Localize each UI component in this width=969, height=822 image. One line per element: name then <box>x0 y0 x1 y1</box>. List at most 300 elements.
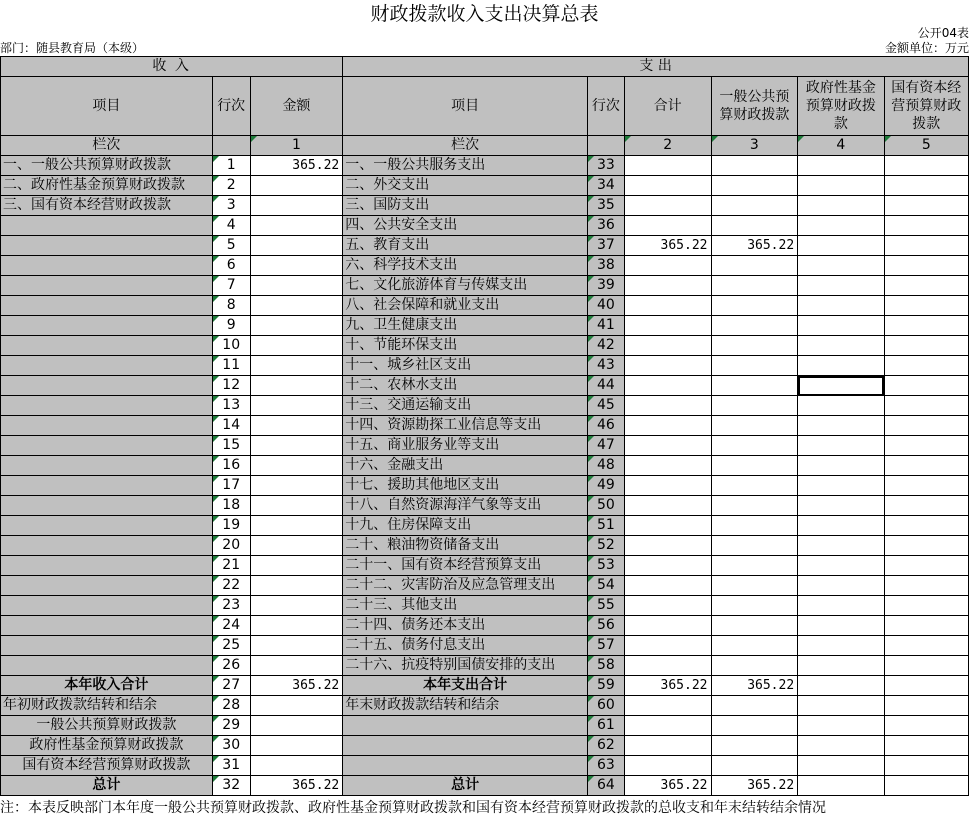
col-blank-expense <box>587 136 624 156</box>
expense-total-cell[interactable] <box>624 356 711 376</box>
expense-total-cell[interactable] <box>624 416 711 436</box>
expense-item-cell: 十六、金融支出 <box>343 456 588 476</box>
income-amount-cell[interactable] <box>250 296 343 316</box>
expense-item-cell: 十四、资源勘探工业信息等支出 <box>343 416 588 436</box>
state-capital-cell[interactable] <box>884 356 968 376</box>
table-row <box>1 156 969 176</box>
table-row <box>1 516 969 536</box>
expense-total-cell[interactable] <box>624 256 711 276</box>
gov-fund-cell[interactable] <box>798 396 884 416</box>
expense-total-cell[interactable] <box>624 496 711 516</box>
income-line-cell: 28 <box>212 696 250 716</box>
income-amount-cell[interactable] <box>250 576 343 596</box>
gov-fund-cell[interactable] <box>798 436 884 456</box>
expense-line-cell: 62 <box>587 736 624 756</box>
income-item-cell <box>1 556 213 576</box>
gov-fund-cell[interactable] <box>798 676 884 696</box>
table-row <box>1 356 969 376</box>
gen-budget-cell[interactable] <box>711 716 798 736</box>
footnote: 注：本表反映部门本年度一般公共预算财政拨款、政府性基金预算财政拨款和国有资本经营预算财政拨款的总收支和年末结转结余情况 <box>0 800 826 816</box>
gen-budget-cell[interactable] <box>711 416 798 436</box>
income-line-cell: 29 <box>212 716 250 736</box>
table-row <box>1 596 969 616</box>
gov-fund-cell[interactable] <box>798 176 884 196</box>
expense-line-cell: 47 <box>587 436 624 456</box>
income-item-cell <box>1 216 213 236</box>
income-amount-cell[interactable] <box>250 736 343 756</box>
gov-fund-cell[interactable] <box>798 296 884 316</box>
income-line-cell: 22 <box>212 576 250 596</box>
expense-item-cell: 二十一、国有资本经营预算支出 <box>343 556 588 576</box>
gov-fund-cell[interactable] <box>798 276 884 296</box>
income-amount-cell[interactable] <box>250 456 343 476</box>
income-item-cell: 一般公共预算财政拨款 <box>1 716 213 736</box>
expense-total-cell[interactable] <box>624 476 711 496</box>
expense-item-cell: 二十三、其他支出 <box>343 596 588 616</box>
income-amount-cell[interactable] <box>250 256 343 276</box>
gen-budget-cell[interactable] <box>711 216 798 236</box>
gen-budget-cell[interactable] <box>711 316 798 336</box>
expense-item-cell <box>343 756 588 776</box>
gen-budget-cell[interactable]: 365.22 <box>711 236 798 256</box>
expense-item-cell: 十九、住房保障支出 <box>343 516 588 536</box>
income-item-cell <box>1 576 213 596</box>
gov-fund-header: 政府性基金预算财政拨款 <box>798 77 884 136</box>
income-line-cell: 2 <box>212 176 250 196</box>
expense-total-cell[interactable] <box>624 656 711 676</box>
income-item-cell: 国有资本经营预算财政拨款 <box>1 756 213 776</box>
expense-line-header: 行次 <box>587 77 624 136</box>
expense-total-cell[interactable] <box>624 396 711 416</box>
expense-total-cell[interactable] <box>624 636 711 656</box>
income-item-cell <box>1 396 213 416</box>
expense-item-cell: 总计 <box>343 776 588 796</box>
state-capital-cell[interactable] <box>884 216 968 236</box>
section-header-row <box>1 57 969 77</box>
gov-fund-cell[interactable] <box>798 656 884 676</box>
income-line-cell: 3 <box>212 196 250 216</box>
gov-fund-cell[interactable] <box>798 776 884 796</box>
state-capital-cell[interactable] <box>884 196 968 216</box>
gen-budget-cell[interactable] <box>711 196 798 216</box>
expense-total-cell[interactable] <box>624 576 711 596</box>
expense-item-cell: 二十、粮油物资储备支出 <box>343 536 588 556</box>
col-index-2: 2 <box>624 136 711 156</box>
gov-fund-cell[interactable] <box>798 256 884 276</box>
income-amount-cell[interactable] <box>250 556 343 576</box>
state-capital-cell[interactable] <box>884 236 968 256</box>
income-line-cell: 9 <box>212 316 250 336</box>
income-item-cell <box>1 496 213 516</box>
gov-fund-cell[interactable] <box>798 496 884 516</box>
table-row <box>1 496 969 516</box>
expense-line-cell: 46 <box>587 416 624 436</box>
gen-budget-cell[interactable] <box>711 456 798 476</box>
income-line-cell: 27 <box>212 676 250 696</box>
expense-line-cell: 38 <box>587 256 624 276</box>
table-row <box>1 636 969 656</box>
income-line-cell: 21 <box>212 556 250 576</box>
state-capital-cell[interactable] <box>884 596 968 616</box>
expense-total-cell[interactable] <box>624 196 711 216</box>
gen-budget-cell[interactable] <box>711 576 798 596</box>
gen-budget-cell[interactable]: 365.22 <box>711 676 798 696</box>
state-capital-cell[interactable] <box>884 776 968 796</box>
state-capital-cell[interactable] <box>884 336 968 356</box>
gen-budget-cell[interactable] <box>711 396 798 416</box>
table-row <box>1 716 969 736</box>
expense-line-cell: 63 <box>587 756 624 776</box>
department-label: 部门：随县教育局（本级） <box>0 41 145 55</box>
gen-budget-cell[interactable] <box>711 476 798 496</box>
expense-total-cell[interactable] <box>624 696 711 716</box>
expense-line-cell: 50 <box>587 496 624 516</box>
income-amount-cell[interactable] <box>250 536 343 556</box>
income-line-cell: 8 <box>212 296 250 316</box>
expense-item-cell: 二、外交支出 <box>343 176 588 196</box>
income-amount-cell[interactable]: 365.22 <box>250 156 343 176</box>
income-line-cell: 30 <box>212 736 250 756</box>
table-row <box>1 556 969 576</box>
gen-budget-cell[interactable] <box>711 376 798 396</box>
state-capital-cell[interactable] <box>884 396 968 416</box>
expense-total-cell[interactable] <box>624 316 711 336</box>
expense-section-header: 支 出 <box>343 57 969 77</box>
expense-total-cell[interactable] <box>624 296 711 316</box>
expense-total-cell[interactable] <box>624 516 711 536</box>
gen-budget-cell[interactable] <box>711 156 798 176</box>
expense-item-cell: 六、科学技术支出 <box>343 256 588 276</box>
gov-fund-cell[interactable] <box>798 316 884 336</box>
income-amount-cell[interactable] <box>250 236 343 256</box>
income-amount-cell[interactable] <box>250 276 343 296</box>
state-capital-cell[interactable] <box>884 536 968 556</box>
income-amount-cell[interactable] <box>250 316 343 336</box>
income-amount-cell[interactable] <box>250 496 343 516</box>
col-index-1: 1 <box>250 136 343 156</box>
table-row <box>1 436 969 456</box>
gov-fund-cell[interactable] <box>798 636 884 656</box>
income-item-cell: 年初财政拨款结转和结余 <box>1 696 213 716</box>
income-amount-cell[interactable] <box>250 596 343 616</box>
state-capital-cell[interactable] <box>884 376 968 396</box>
gen-budget-cell[interactable] <box>711 696 798 716</box>
table-row <box>1 696 969 716</box>
income-amount-cell[interactable] <box>250 176 343 196</box>
income-item-cell: 一、一般公共预算财政拨款 <box>1 156 213 176</box>
table-row <box>1 276 969 296</box>
income-item-cell: 三、国有资本经营财政拨款 <box>1 196 213 216</box>
income-line-cell: 6 <box>212 256 250 276</box>
state-capital-cell[interactable] <box>884 516 968 536</box>
gen-budget-cell[interactable] <box>711 636 798 656</box>
expense-total-cell[interactable]: 365.22 <box>624 236 711 256</box>
income-amount-cell[interactable] <box>250 636 343 656</box>
state-capital-cell[interactable] <box>884 476 968 496</box>
expense-total-cell[interactable] <box>624 216 711 236</box>
form-number: 公开04表 <box>917 26 969 40</box>
income-item-cell <box>1 296 213 316</box>
income-amount-cell[interactable] <box>250 656 343 676</box>
income-item-cell <box>1 356 213 376</box>
expense-total-cell[interactable] <box>624 456 711 476</box>
income-amount-cell[interactable] <box>250 436 343 456</box>
expense-total-cell[interactable] <box>624 336 711 356</box>
expense-line-cell: 55 <box>587 596 624 616</box>
income-amount-cell[interactable]: 365.22 <box>250 676 343 696</box>
income-amount-cell[interactable] <box>250 196 343 216</box>
gen-budget-cell[interactable] <box>711 516 798 536</box>
state-capital-cell[interactable] <box>884 456 968 476</box>
income-item-cell <box>1 596 213 616</box>
expense-line-cell: 43 <box>587 356 624 376</box>
expense-item-cell: 十八、自然资源海洋气象等支出 <box>343 496 588 516</box>
income-item-cell <box>1 336 213 356</box>
state-capital-cell[interactable] <box>884 736 968 756</box>
income-item-cell <box>1 236 213 256</box>
gen-budget-cell[interactable] <box>711 656 798 676</box>
income-amount-cell[interactable]: 365.22 <box>250 776 343 796</box>
state-capital-header: 国有资本经营预算财政拨款 <box>884 77 968 136</box>
table-row <box>1 216 969 236</box>
income-item-cell <box>1 436 213 456</box>
state-capital-cell[interactable] <box>884 676 968 696</box>
gov-fund-cell[interactable] <box>798 236 884 256</box>
expense-total-cell[interactable] <box>624 716 711 736</box>
expense-line-cell: 58 <box>587 656 624 676</box>
income-amount-cell[interactable] <box>250 336 343 356</box>
state-capital-cell[interactable] <box>884 276 968 296</box>
table-row <box>1 176 969 196</box>
income-item-cell <box>1 256 213 276</box>
expense-total-cell[interactable] <box>624 736 711 756</box>
expense-total-cell[interactable] <box>624 536 711 556</box>
income-line-cell: 31 <box>212 756 250 776</box>
state-capital-cell[interactable] <box>884 656 968 676</box>
income-item-cell <box>1 416 213 436</box>
expense-total-cell[interactable] <box>624 756 711 776</box>
expense-total-cell[interactable] <box>624 276 711 296</box>
expense-total-cell[interactable]: 365.22 <box>624 776 711 796</box>
state-capital-cell[interactable] <box>884 416 968 436</box>
income-item-cell: 总计 <box>1 776 213 796</box>
column-index-row <box>1 136 969 156</box>
income-item-cell <box>1 636 213 656</box>
expense-item-cell: 二十二、灾害防治及应急管理支出 <box>343 576 588 596</box>
gov-fund-cell[interactable] <box>798 616 884 636</box>
expense-total-cell[interactable] <box>624 596 711 616</box>
table-row <box>1 316 969 336</box>
state-capital-cell[interactable] <box>884 756 968 776</box>
unit-label: 金额单位：万元 <box>884 41 969 55</box>
income-amount-cell[interactable] <box>250 216 343 236</box>
col-label-expense: 栏次 <box>343 136 588 156</box>
income-amount-cell[interactable] <box>250 476 343 496</box>
expense-item-cell: 一、一般公共服务支出 <box>343 156 588 176</box>
income-line-cell: 17 <box>212 476 250 496</box>
expense-item-cell: 四、公共安全支出 <box>343 216 588 236</box>
state-capital-cell[interactable] <box>884 496 968 516</box>
state-capital-cell[interactable] <box>884 316 968 336</box>
table-row <box>1 736 969 756</box>
expense-item-cell: 二十六、抗疫特别国债安排的支出 <box>343 656 588 676</box>
expense-line-cell: 48 <box>587 456 624 476</box>
state-capital-cell[interactable] <box>884 616 968 636</box>
income-item-header: 项目 <box>1 77 213 136</box>
gen-budget-cell[interactable] <box>711 596 798 616</box>
col-label: 栏次 <box>1 136 213 156</box>
income-line-cell: 4 <box>212 216 250 236</box>
gen-budget-cell[interactable] <box>711 436 798 456</box>
expense-item-cell: 五、教育支出 <box>343 236 588 256</box>
income-amount-cell[interactable] <box>250 416 343 436</box>
gen-budget-cell[interactable] <box>711 756 798 776</box>
gen-budget-cell[interactable] <box>711 296 798 316</box>
income-amount-cell[interactable] <box>250 376 343 396</box>
state-capital-cell[interactable] <box>884 576 968 596</box>
expense-line-cell: 36 <box>587 216 624 236</box>
income-amount-cell[interactable] <box>250 396 343 416</box>
gov-fund-cell[interactable] <box>798 716 884 736</box>
gen-budget-cell[interactable] <box>711 616 798 636</box>
expense-total-cell[interactable] <box>624 376 711 396</box>
income-item-cell <box>1 316 213 336</box>
report-title: 财政拨款收入支出决算总表 <box>370 3 599 25</box>
income-line-cell: 5 <box>212 236 250 256</box>
income-item-cell: 二、政府性基金预算财政拨款 <box>1 176 213 196</box>
expense-total-cell[interactable] <box>624 156 711 176</box>
gov-fund-cell[interactable] <box>798 156 884 176</box>
expense-line-cell: 44 <box>587 376 624 396</box>
expense-item-cell: 本年支出合计 <box>343 676 588 696</box>
income-item-cell <box>1 536 213 556</box>
income-line-cell: 32 <box>212 776 250 796</box>
state-capital-cell[interactable] <box>884 556 968 576</box>
gen-budget-cell[interactable]: 365.22 <box>711 776 798 796</box>
gen-budget-cell[interactable] <box>711 256 798 276</box>
expense-item-cell: 十二、农林水支出 <box>343 376 588 396</box>
expense-line-cell: 45 <box>587 396 624 416</box>
income-amount-cell[interactable] <box>250 696 343 716</box>
expense-item-cell: 年末财政拨款结转和结余 <box>343 696 588 716</box>
income-amount-cell[interactable] <box>250 756 343 776</box>
table-row <box>1 456 969 476</box>
expense-item-cell: 九、卫生健康支出 <box>343 316 588 336</box>
gov-fund-cell[interactable] <box>798 216 884 236</box>
gov-fund-cell[interactable] <box>798 376 884 396</box>
expense-line-cell: 64 <box>587 776 624 796</box>
income-line-cell: 11 <box>212 356 250 376</box>
table-row <box>1 576 969 596</box>
state-capital-cell[interactable] <box>884 716 968 736</box>
table-row <box>1 656 969 676</box>
income-line-cell: 20 <box>212 536 250 556</box>
income-item-cell: 本年收入合计 <box>1 676 213 696</box>
expense-total-cell[interactable] <box>624 556 711 576</box>
income-line-cell: 19 <box>212 516 250 536</box>
income-line-cell: 14 <box>212 416 250 436</box>
gov-fund-cell[interactable] <box>798 196 884 216</box>
gov-fund-cell[interactable] <box>798 556 884 576</box>
gov-fund-cell[interactable] <box>798 336 884 356</box>
gen-budget-cell[interactable] <box>711 336 798 356</box>
expense-total-cell[interactable] <box>624 616 711 636</box>
income-item-cell <box>1 276 213 296</box>
gen-budget-header: 一般公共预算财政拨款 <box>711 77 798 136</box>
gen-budget-cell[interactable] <box>711 736 798 756</box>
income-item-cell <box>1 656 213 676</box>
state-capital-cell[interactable] <box>884 156 968 176</box>
income-item-cell <box>1 516 213 536</box>
expense-line-cell: 42 <box>587 336 624 356</box>
budget-table <box>0 56 969 796</box>
state-capital-cell[interactable] <box>884 296 968 316</box>
state-capital-cell[interactable] <box>884 636 968 656</box>
income-item-cell <box>1 616 213 636</box>
income-line-cell: 26 <box>212 656 250 676</box>
state-capital-cell[interactable] <box>884 696 968 716</box>
gov-fund-cell[interactable] <box>798 456 884 476</box>
gen-budget-cell[interactable] <box>711 536 798 556</box>
expense-item-cell: 十、节能环保支出 <box>343 336 588 356</box>
expense-item-cell: 十一、城乡社区支出 <box>343 356 588 376</box>
expense-item-cell: 十三、交通运输支出 <box>343 396 588 416</box>
gov-fund-cell[interactable] <box>798 536 884 556</box>
income-amount-cell[interactable] <box>250 356 343 376</box>
gov-fund-cell[interactable] <box>798 576 884 596</box>
expense-total-cell[interactable] <box>624 176 711 196</box>
gen-budget-cell[interactable] <box>711 356 798 376</box>
gov-fund-cell[interactable] <box>798 356 884 376</box>
gov-fund-cell[interactable] <box>798 516 884 536</box>
gov-fund-cell[interactable] <box>798 756 884 776</box>
state-capital-cell[interactable] <box>884 256 968 276</box>
gov-fund-cell[interactable] <box>798 696 884 716</box>
table-row <box>1 476 969 496</box>
expense-total-cell[interactable]: 365.22 <box>624 676 711 696</box>
expense-total-cell[interactable] <box>624 436 711 456</box>
table-row <box>1 416 969 436</box>
table-row <box>1 296 969 316</box>
expense-line-cell: 56 <box>587 616 624 636</box>
col-blank <box>212 136 250 156</box>
state-capital-cell[interactable] <box>884 176 968 196</box>
gen-budget-cell[interactable] <box>711 276 798 296</box>
income-line-header: 行次 <box>212 77 250 136</box>
table-row <box>1 536 969 556</box>
expense-line-cell: 54 <box>587 576 624 596</box>
expense-line-cell: 59 <box>587 676 624 696</box>
gov-fund-cell[interactable] <box>798 596 884 616</box>
gen-budget-cell[interactable] <box>711 176 798 196</box>
income-line-cell: 13 <box>212 396 250 416</box>
column-header-row <box>1 77 969 136</box>
gen-budget-cell[interactable] <box>711 556 798 576</box>
income-line-cell: 18 <box>212 496 250 516</box>
gov-fund-cell[interactable] <box>798 476 884 496</box>
col-index-5: 5 <box>884 136 968 156</box>
gen-budget-cell[interactable] <box>711 496 798 516</box>
state-capital-cell[interactable] <box>884 436 968 456</box>
income-amount-cell[interactable] <box>250 616 343 636</box>
table-row <box>1 236 969 256</box>
gov-fund-cell[interactable] <box>798 736 884 756</box>
gov-fund-cell[interactable] <box>798 416 884 436</box>
expense-line-cell: 52 <box>587 536 624 556</box>
income-amount-cell[interactable] <box>250 716 343 736</box>
income-amount-cell[interactable] <box>250 516 343 536</box>
table-row <box>1 376 969 396</box>
